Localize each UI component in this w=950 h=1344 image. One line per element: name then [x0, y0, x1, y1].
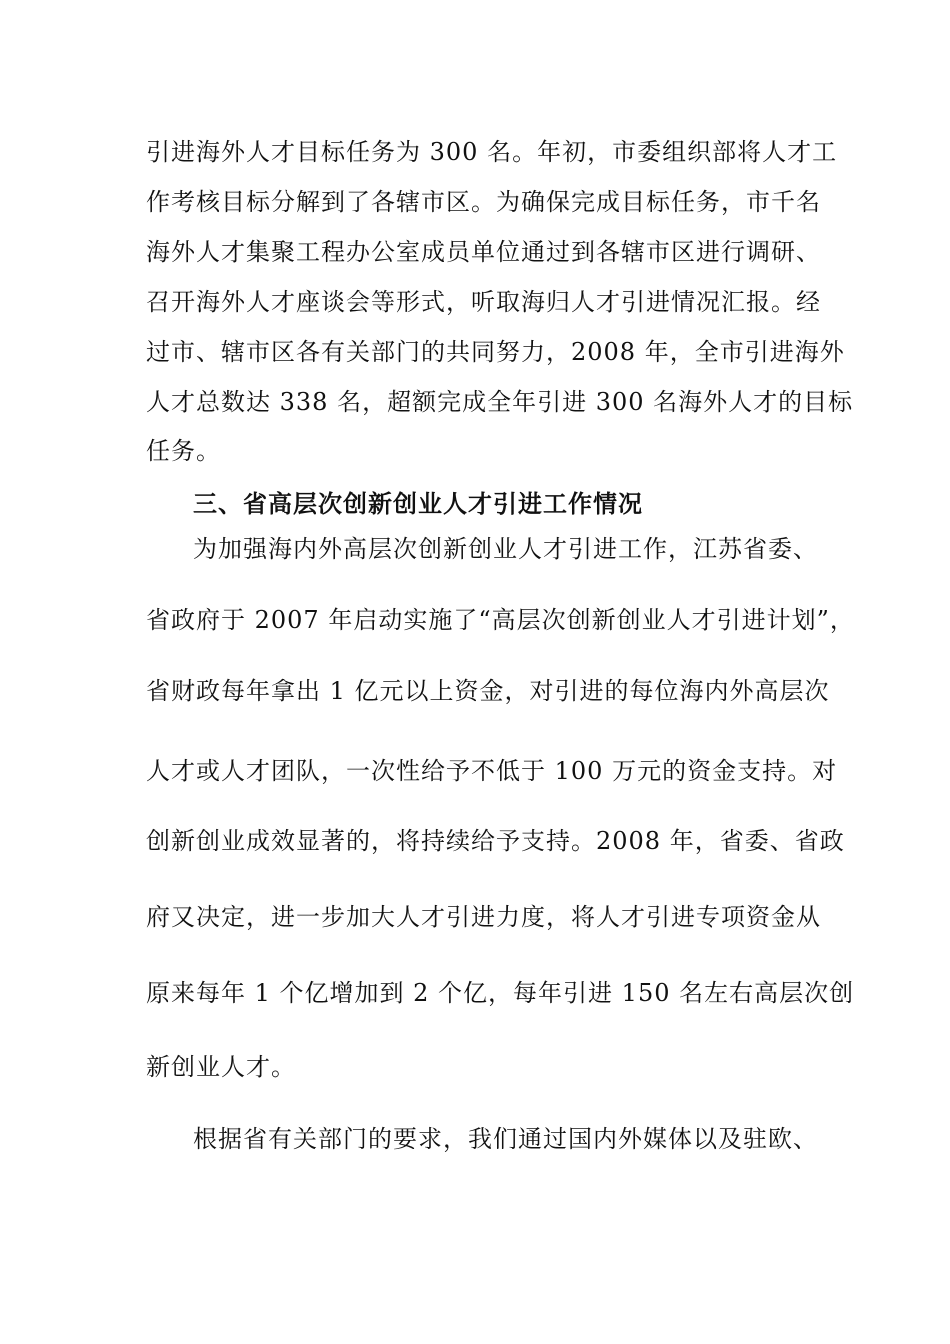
text-line: 召开海外人才座谈会等形式，听取海归人才引进情况汇报。经	[146, 288, 821, 316]
text-line: 省政府于 2007 年启动实施了“高层次创新创业人才引进计划”，	[146, 606, 855, 634]
text-line: 府又决定，进一步加大人才引进力度，将人才引进专项资金从	[146, 903, 821, 931]
section-heading: 三、省高层次创新创业人才引进工作情况	[193, 490, 643, 518]
text-line: 任务。	[146, 437, 221, 465]
text-line: 省财政每年拿出 1 亿元以上资金，对引进的每位海内外高层次	[146, 677, 830, 705]
text-line: 作考核目标分解到了各辖市区。为确保完成目标任务，市千名	[146, 188, 821, 216]
text-line: 人才或人才团队，一次性给予不低于 100 万元的资金支持。对	[146, 757, 838, 785]
text-line: 新创业人才。	[146, 1053, 296, 1081]
text-line: 人才总数达 338 名，超额完成全年引进 300 名海外人才的目标	[146, 388, 854, 416]
text-line: 根据省有关部门的要求，我们通过国内外媒体以及驻欧、	[193, 1125, 818, 1153]
text-line: 海外人才集聚工程办公室成员单位通过到各辖市区进行调研、	[146, 238, 821, 266]
text-line: 过市、辖市区各有关部门的共同努力，2008 年，全市引进海外	[146, 338, 845, 366]
text-line: 创新创业成效显著的，将持续给予支持。2008 年，省委、省政	[146, 827, 845, 855]
text-line: 引进海外人才目标任务为 300 名。年初，市委组织部将人才工	[146, 138, 838, 166]
text-line: 原来每年 1 个亿增加到 2 个亿，每年引进 150 名左右高层次创	[146, 979, 855, 1007]
text-line: 为加强海内外高层次创新创业人才引进工作，江苏省委、	[193, 535, 818, 563]
